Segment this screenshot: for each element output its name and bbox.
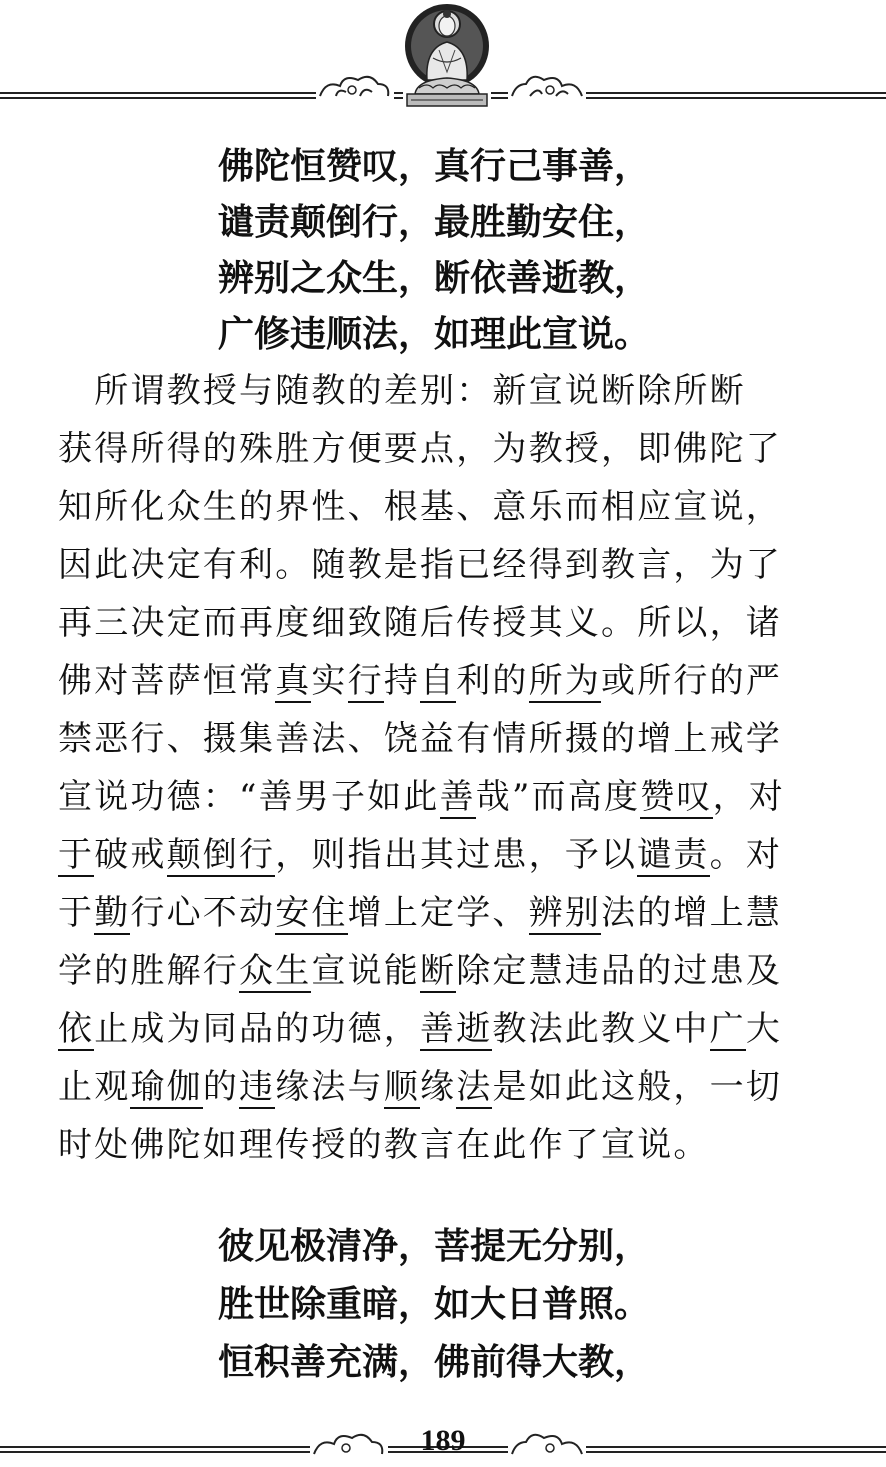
underlined-term: 众生	[239, 951, 312, 991]
prose-line: 禁恶行、摄集善法、饶益有情所摄的增上戒学	[58, 719, 782, 759]
prose-line: 学的胜解行众生宣说能断除定慧违品的过患及	[58, 951, 783, 991]
buddha-image-icon	[403, 2, 491, 110]
verse-line: 佛陀恒赞叹，真行己事善，	[218, 145, 651, 187]
prose-line: 佛对菩萨恒常真实行持自利的所为或所行的严	[58, 661, 783, 701]
page-number: 189	[420, 1424, 466, 1457]
underlined-term: 善逝	[420, 1009, 493, 1049]
underlined-term: 赞叹	[640, 777, 713, 817]
prose-line: 于勤行心不动安住增上定学、辨别法的增上慧	[58, 893, 783, 933]
underlined-term: 行	[347, 661, 384, 701]
prose-line: 再三决定而再度细致随后传授其义。所以，诸	[58, 603, 782, 643]
verse-line: 辨别之众生，断依善逝教，	[218, 257, 651, 299]
underlined-term: 断	[420, 951, 457, 991]
underlined-term: 真	[275, 661, 312, 701]
prose-line: 依止成为同品的功德，善逝教法此教义中广大	[58, 1009, 783, 1049]
prose-line: 止观瑜伽的违缘法与顺缘法是如此这般，一切	[58, 1067, 783, 1107]
verse-line: 彼见极清净，菩提无分别，	[218, 1225, 651, 1267]
underlined-term: 违	[239, 1067, 276, 1107]
underlined-term: 顺	[383, 1067, 421, 1107]
prose-line: 时处佛陀如理传授的教言在此作了宣说。	[58, 1125, 710, 1165]
prose-line: 获得所得的殊胜方便要点，为教授，即佛陀了	[58, 429, 782, 469]
underlined-term: 颠倒行	[166, 835, 276, 875]
underlined-term: 于	[58, 835, 95, 875]
underlined-term: 谴责	[637, 835, 710, 875]
verse-line: 广修违顺法，如理此宣说。	[218, 313, 651, 355]
cloud-ornament-right-icon	[508, 70, 586, 104]
verse-line: 恒积善充满，佛前得大教，	[218, 1341, 651, 1383]
prose-line: 知所化众生的界性、根基、意乐而相应宣说，	[58, 487, 782, 527]
verse-line: 谴责颠倒行，最胜勤安住，	[218, 201, 651, 243]
underlined-term: 所为	[528, 661, 602, 701]
prose-line: 宣说功德：“善男子如此善哉”而高度赞叹，对	[58, 777, 785, 817]
underlined-term: 善	[439, 777, 476, 817]
prose-line: 于破戒颠倒行，则指出其过患，予以谴责。对	[58, 835, 783, 875]
underlined-term: 瑜伽	[130, 1067, 203, 1107]
underlined-term: 勤	[94, 893, 131, 933]
underlined-term: 安住	[275, 893, 348, 933]
underlined-term: 法	[456, 1067, 493, 1107]
cloud-ornament-left-icon	[316, 70, 394, 104]
underlined-term: 广	[709, 1009, 746, 1049]
underlined-term: 依	[58, 1009, 95, 1049]
prose-line: 因此决定有利。随教是指已经得到教言，为了	[58, 545, 782, 585]
underlined-term: 辨别	[528, 893, 602, 933]
underlined-term: 自	[420, 661, 457, 701]
verse-line: 胜世除重暗，如大日普照。	[218, 1283, 651, 1325]
prose-line: 所谓教授与随教的差别：新宣说断除所断	[58, 371, 746, 411]
